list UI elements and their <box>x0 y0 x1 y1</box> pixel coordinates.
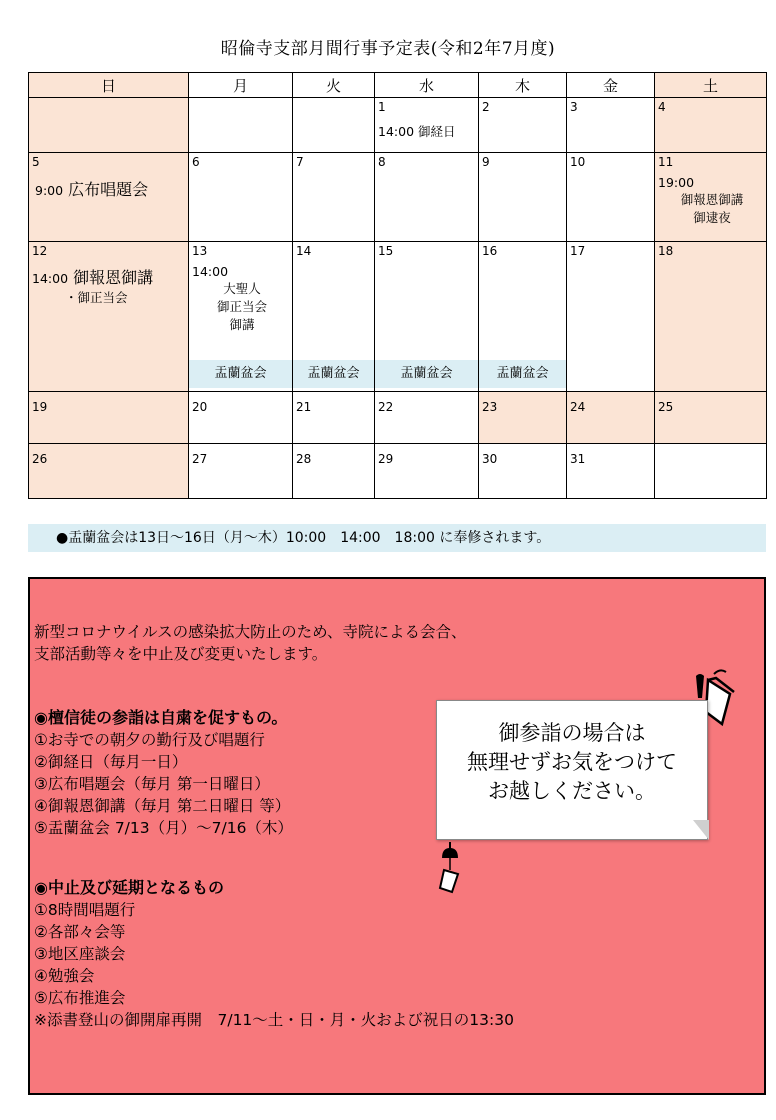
day-cell-empty <box>29 98 189 153</box>
day-cell-26 <box>29 444 189 499</box>
refrain-item: ③広布唱題会（毎月 第一日曜日） <box>34 775 270 793</box>
event-daishonin: 大聖人 <box>223 281 261 296</box>
day-cell-1 <box>375 98 479 153</box>
cancelled-item: ④勉強会 <box>34 967 95 985</box>
day-cell-9 <box>479 153 567 242</box>
refrain-item: ④御報恩御講（毎月 第二日曜日 等） <box>34 797 291 815</box>
urabon-band: 盂蘭盆会 <box>375 360 478 388</box>
day-number: 25 <box>658 400 674 414</box>
day-number: 15 <box>378 244 394 258</box>
visit-callout <box>436 700 708 840</box>
day-number: 31 <box>570 452 586 466</box>
event-goshotokai: ・御正当会 <box>65 290 128 305</box>
day-number: 28 <box>296 452 312 466</box>
weekday-thu: 木 <box>479 73 567 98</box>
event-otaiya: 御逮夜 <box>693 210 731 225</box>
weekday-wed: 水 <box>375 73 479 98</box>
day-number: 20 <box>192 400 208 414</box>
day-cell-18 <box>655 242 767 392</box>
cancelled-item: ①8時間唱題行 <box>34 901 136 919</box>
day-number: 4 <box>658 100 666 114</box>
day-cell-24 <box>567 392 655 444</box>
weekday-sat: 土 <box>655 73 767 98</box>
event-time: 9:00 <box>35 183 64 198</box>
event-gohoon-okou: 御報恩御講 <box>73 268 154 287</box>
day-number: 6 <box>192 155 200 169</box>
page-title: 昭倫寺支部月間行事予定表(令和2年7月度) <box>220 39 556 59</box>
page-curl <box>693 820 709 840</box>
day-cell-21 <box>293 392 375 444</box>
intro-line-2: 支部活動等々を中止及び変更いたします。 <box>34 645 328 663</box>
cancelled-item: ②各部々会等 <box>34 923 126 941</box>
day-number: 10 <box>570 155 586 169</box>
event-time: 14:00 <box>32 271 69 286</box>
day-number: 13 <box>192 244 208 258</box>
day-number: 23 <box>482 400 498 414</box>
day-number: 14 <box>296 244 312 258</box>
day-cell-4 <box>655 98 767 153</box>
day-number: 8 <box>378 155 386 169</box>
day-cell-16 <box>479 242 567 392</box>
day-cell-31 <box>567 444 655 499</box>
day-cell-22 <box>375 392 479 444</box>
day-number: 17 <box>570 244 586 258</box>
day-number: 24 <box>570 400 586 414</box>
weekday-fri: 金 <box>567 73 655 98</box>
section-heading-cancelled: ◉中止及び延期となるもの <box>34 878 224 897</box>
urabon-band: 盂蘭盆会 <box>189 360 292 388</box>
intro-line-1: 新型コロナウイルスの感染拡大防止のため、寺院による会合、 <box>34 623 467 641</box>
cancelled-item: ⑤広布推進会 <box>34 989 126 1007</box>
day-cell-empty <box>189 98 293 153</box>
day-number: 9 <box>482 155 490 169</box>
weekday-sun: 日 <box>29 73 189 98</box>
day-number: 2 <box>482 100 490 114</box>
day-cell-28 <box>293 444 375 499</box>
weekday-tue: 火 <box>293 73 375 98</box>
day-cell-14 <box>293 242 375 392</box>
day-number: 21 <box>296 400 312 414</box>
day-cell-13 <box>189 242 293 392</box>
day-number: 7 <box>296 155 304 169</box>
day-number: 3 <box>570 100 578 114</box>
day-cell-6 <box>189 153 293 242</box>
day-number: 11 <box>658 155 674 169</box>
day-cell-empty <box>655 444 767 499</box>
day-number: 18 <box>658 244 674 258</box>
day-cell-8 <box>375 153 479 242</box>
event-okyobi: 14:00 御経日 <box>378 124 456 139</box>
calendar-table <box>28 72 767 499</box>
wind-chime-icon <box>436 842 466 894</box>
urabon-band: 盂蘭盆会 <box>479 360 566 388</box>
event-kofu-shodaikai: 広布唱題会 <box>68 180 149 199</box>
day-cell-27 <box>189 444 293 499</box>
day-cell-10 <box>567 153 655 242</box>
refrain-item: ②御経日（毎月一日） <box>34 753 188 771</box>
cancelled-item: ※添書登山の御開扉再開 7/11～土・日・月・火および祝日の13:30 <box>34 1011 514 1029</box>
day-number: 5 <box>32 155 40 169</box>
day-cell-29 <box>375 444 479 499</box>
callout-line-2: 無理せずお気をつけて <box>467 750 677 774</box>
day-number: 29 <box>378 452 394 466</box>
day-cell-20 <box>189 392 293 444</box>
day-cell-12 <box>29 242 189 392</box>
day-cell-empty <box>293 98 375 153</box>
day-cell-15 <box>375 242 479 392</box>
weekday-mon: 月 <box>189 73 293 98</box>
cancelled-item: ③地区座談会 <box>34 945 126 963</box>
event-gohoon-okou: 御報恩御講 <box>680 192 744 207</box>
section-heading-refrain: ◉檀信徒の参詣は自粛を促すもの。 <box>34 708 288 727</box>
callout-line-1: 御参詣の場合は <box>498 721 646 745</box>
event-time: 14:00 <box>192 264 229 279</box>
day-cell-7 <box>293 153 375 242</box>
day-number: 26 <box>32 452 48 466</box>
day-cell-3 <box>567 98 655 153</box>
day-number: 22 <box>378 400 394 414</box>
day-number: 12 <box>32 244 48 258</box>
day-number: 27 <box>192 452 208 466</box>
day-number: 19 <box>32 400 48 414</box>
event-goshotokai: 御正当会 <box>216 299 267 314</box>
day-cell-2 <box>479 98 567 153</box>
refrain-item: ⑤盂蘭盆会 7/13（月）～7/16（木） <box>34 819 293 837</box>
day-cell-23 <box>479 392 567 444</box>
urabon-notice: ●盂蘭盆会は13日～16日（月～木）10:00 14:00 18:00 に奉修されます。 <box>28 524 766 552</box>
day-number: 30 <box>482 452 498 466</box>
day-number: 16 <box>482 244 498 258</box>
event-time: 19:00 <box>658 175 695 190</box>
day-cell-30 <box>479 444 567 499</box>
callout-line-3: お越しください。 <box>488 779 656 803</box>
day-cell-25 <box>655 392 767 444</box>
urabon-band: 盂蘭盆会 <box>293 360 374 388</box>
refrain-item: ①お寺での朝夕の勤行及び唱題行 <box>34 731 265 749</box>
day-cell-17 <box>567 242 655 392</box>
day-cell-11 <box>655 153 767 242</box>
day-cell-5 <box>29 153 189 242</box>
day-cell-19 <box>29 392 189 444</box>
event-okou: 御講 <box>229 317 255 332</box>
day-number: 1 <box>378 100 386 114</box>
